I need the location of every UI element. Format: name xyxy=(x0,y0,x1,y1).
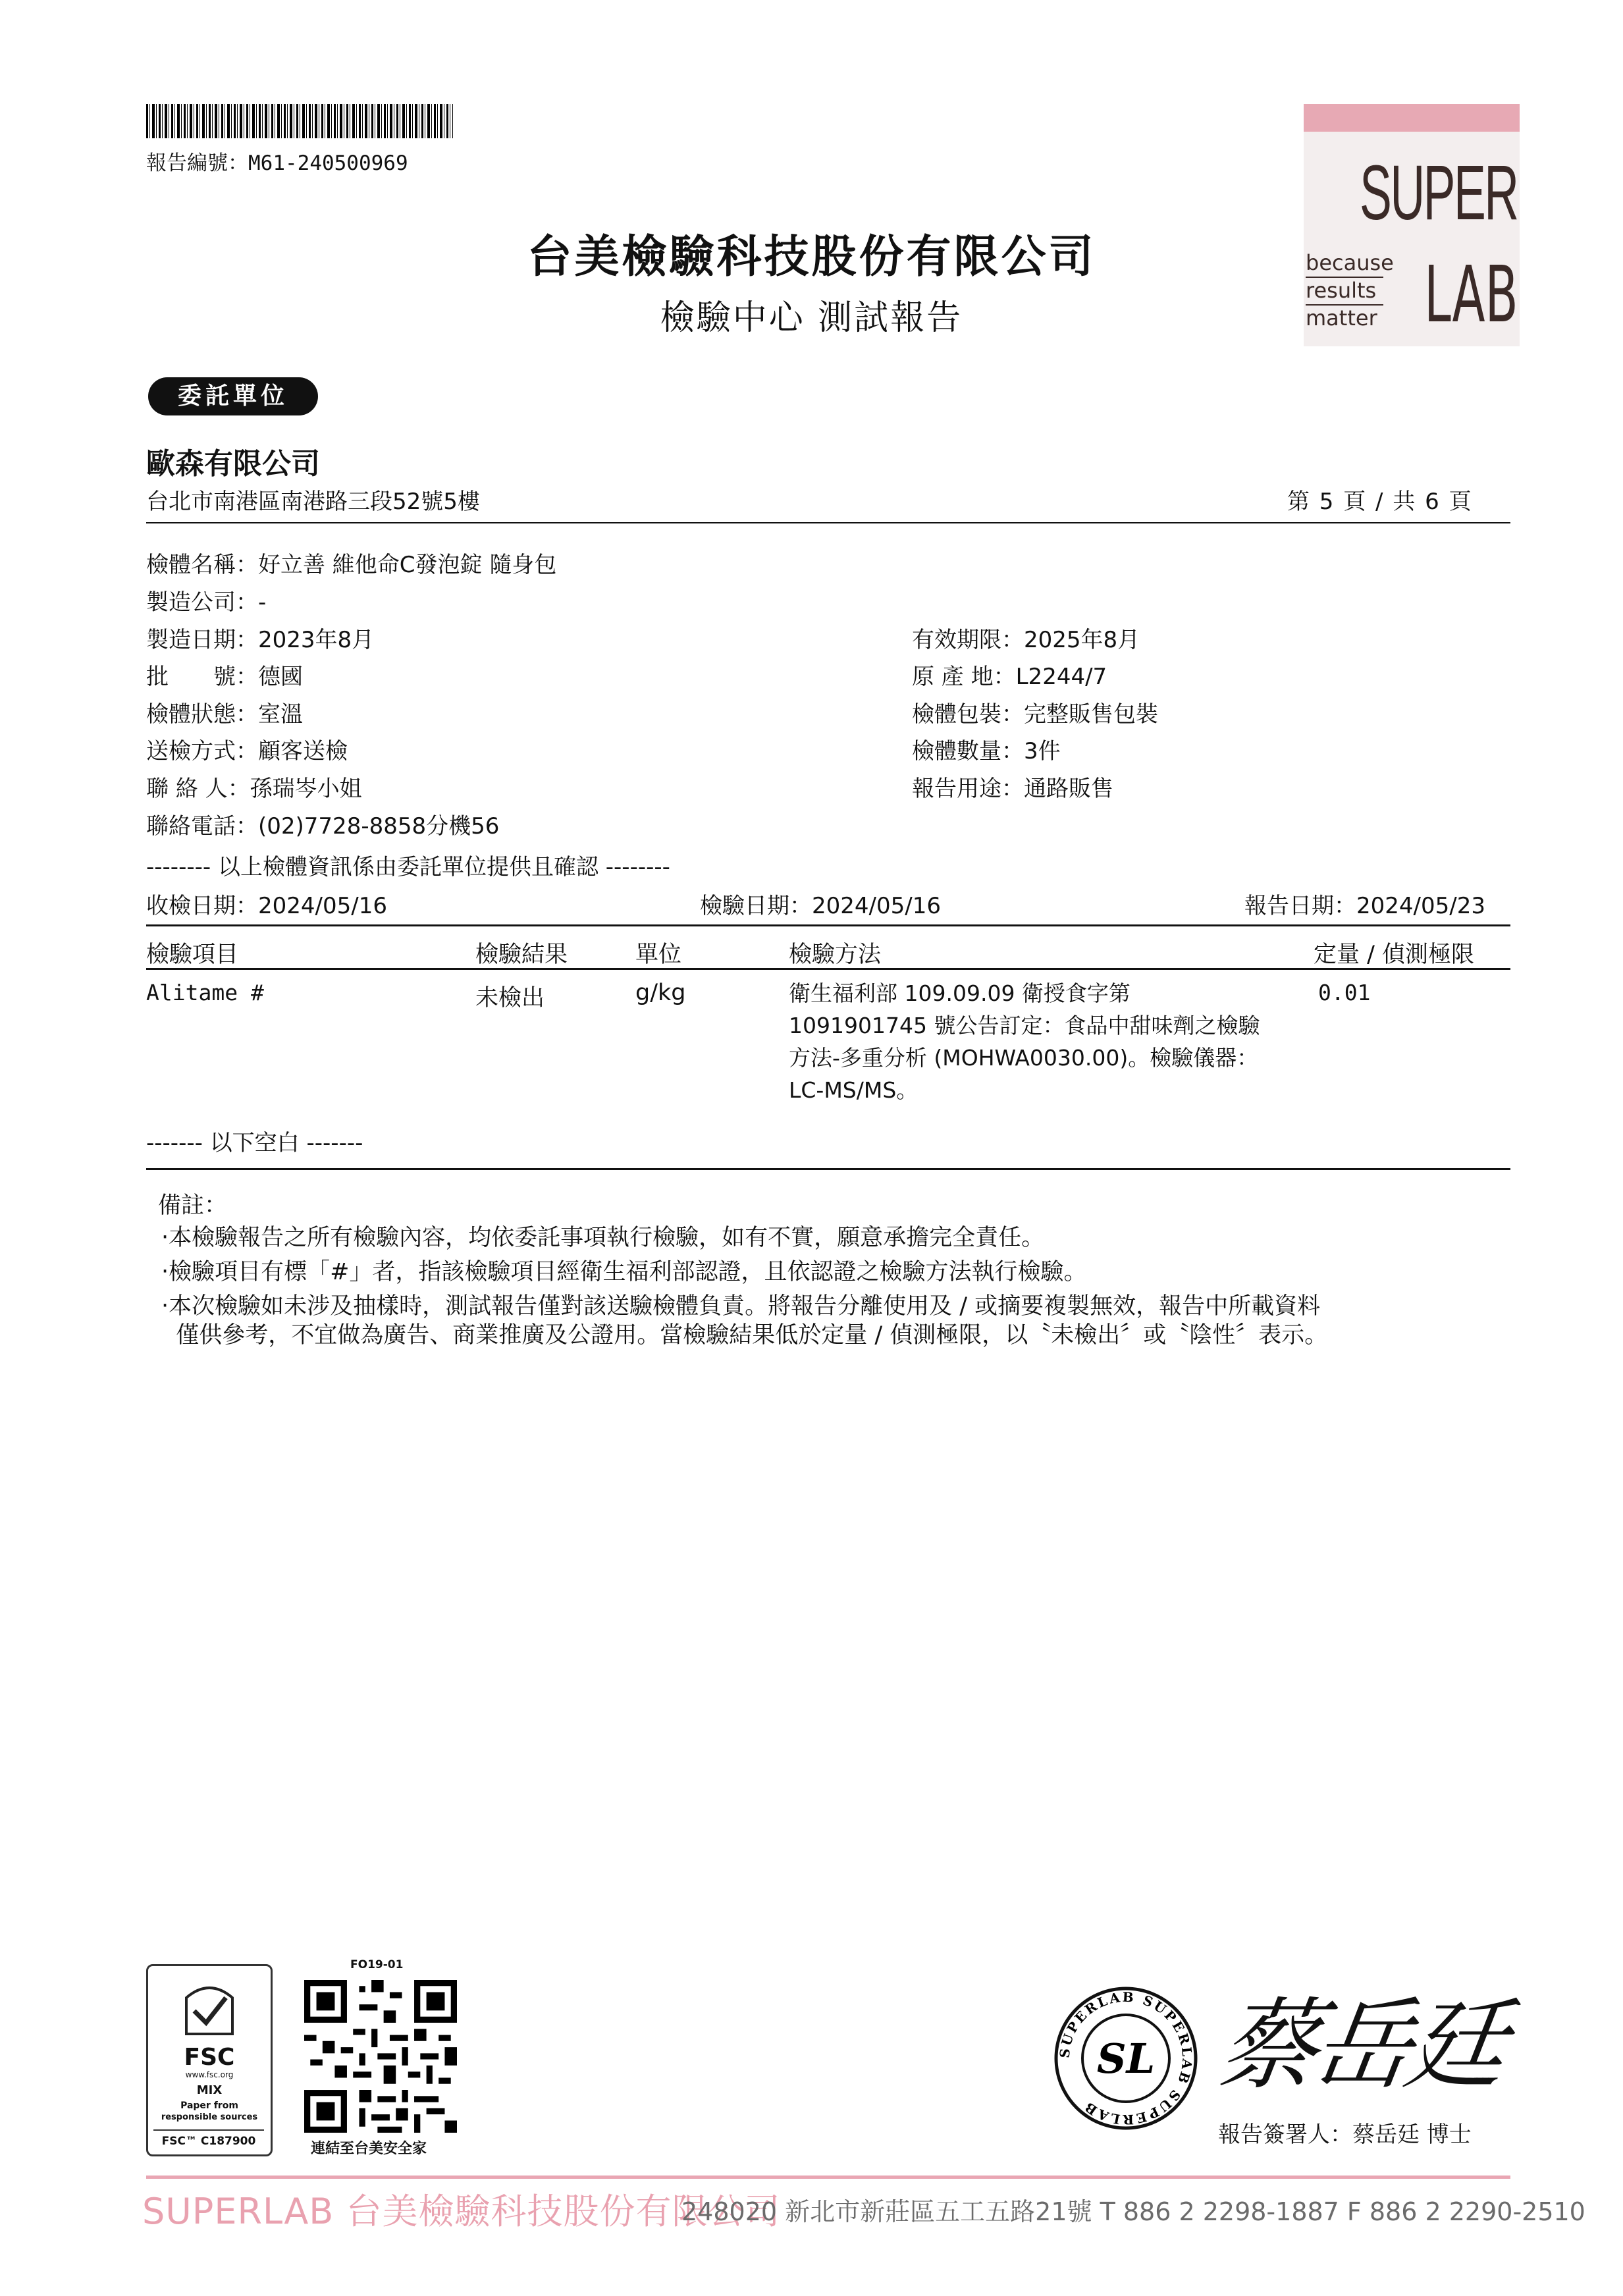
method-line: 1091901745 號公告訂定：食品中甜味劑之檢驗 xyxy=(789,1013,1260,1038)
header-unit: 單位 xyxy=(635,942,682,968)
tree-check-icon xyxy=(148,1971,271,2044)
fsc-label: FSC xyxy=(184,2044,235,2071)
row-method xyxy=(789,977,1260,1106)
fsc-code: FSC™ C187900 xyxy=(153,2129,264,2148)
table-header-border xyxy=(146,968,1510,970)
client-name: 歐森有限公司 xyxy=(146,447,320,481)
client-address: 台北市南港區南港路三段52號5樓 xyxy=(146,489,480,515)
sample-phone: 聯絡電話：(02)7728-8858分機56 xyxy=(146,813,500,840)
row-result: 未檢出 xyxy=(475,985,545,1011)
company-seal xyxy=(1052,1985,1200,2132)
logo-because: because xyxy=(1306,250,1394,275)
footer-brand: SUPERLAB 台美檢驗科技股份有限公司 xyxy=(142,2191,781,2232)
report-subtitle: 檢驗中心 測試報告 xyxy=(660,298,963,338)
fsc-paper: Paper from xyxy=(180,2100,238,2111)
sample-purpose: 報告用途：通路販售 xyxy=(912,776,1113,802)
logo-super-text: SUPER xyxy=(1360,149,1518,236)
note-item: ‧本檢驗報告之所有檢驗內容，均依委託事項執行檢驗，如有不實，願意承擔完全責任。 xyxy=(161,1225,1045,1251)
fsc-site: www.fsc.org xyxy=(185,2070,234,2079)
method-line: 方法-多重分析 (MOHWA0030.00)。檢驗儀器： xyxy=(789,1045,1259,1071)
sample-contact: 聯 絡 人：孫瑞岑小姐 xyxy=(146,776,362,802)
seal-ring-text: SUPERLAB SUPERLAB SUPERLAB xyxy=(1056,1989,1196,2128)
note-item: ‧檢驗項目有標「#」者，指該檢驗項目經衛生福利部認證，且依認證之檢驗方法執行檢驗。 xyxy=(161,1259,1087,1285)
method-line: LC-MS/MS。 xyxy=(789,1077,918,1103)
row-item: Alitame # xyxy=(146,980,264,1005)
header-method: 檢驗方法 xyxy=(789,942,882,968)
table-top-border xyxy=(146,924,1510,926)
barcode xyxy=(146,104,453,138)
page-indicator: 第 5 頁 / 共 6 頁 xyxy=(1287,489,1473,515)
sample-quantity: 檢體數量：3件 xyxy=(912,738,1061,764)
seal-center: SL xyxy=(1096,2035,1156,2083)
signer: 報告簽署人：蔡岳廷 博士 xyxy=(1218,2122,1472,2148)
sample-mfg-date: 製造日期：2023年8月 xyxy=(146,627,375,653)
header-limit: 定量 / 偵測極限 xyxy=(1314,942,1475,968)
sample-batch: 批 號：德國 xyxy=(146,664,303,690)
sample-delivery: 送檢方式：顧客送檢 xyxy=(146,738,348,764)
logo-matter: matter xyxy=(1306,306,1377,331)
blank-marker: ------- 以下空白 ------- xyxy=(146,1130,363,1156)
footer-address: 248020 新北市新莊區五工五路21號 T 886 2 2298-1887 F 886 2 2290-2510 xyxy=(681,2197,1585,2226)
client-badge: 委託單位 xyxy=(148,377,318,415)
fsc-sources: responsible sources xyxy=(161,2112,258,2122)
logo-accent-bar xyxy=(1304,104,1520,132)
report-date: 報告日期：2024/05/23 xyxy=(1244,893,1485,919)
qr-code[interactable] xyxy=(304,1980,457,2133)
fsc-mix: MIX xyxy=(196,2083,223,2097)
logo-results: results xyxy=(1306,278,1377,303)
note-item: 僅供參考，不宜做為廣告、商業推廣及公證用。當檢驗結果低於定量 / 偵測極限，以〝未檢出〞或〝陰性〞表示。 xyxy=(161,1322,1328,1348)
row-limit: 0.01 xyxy=(1318,980,1371,1005)
row-unit: g/kg xyxy=(635,980,686,1006)
sample-confirm-note: -------- 以上檢體資訊係由委託單位提供且確認 -------- xyxy=(146,854,670,880)
sample-expiry: 有效期限：2025年8月 xyxy=(912,627,1140,653)
company-title: 台美檢驗科技股份有限公司 xyxy=(527,231,1096,283)
signature: 蔡岳廷 xyxy=(1211,1989,1509,2103)
form-number: FO19-01 xyxy=(350,1958,404,1971)
notes-title: 備註： xyxy=(158,1192,228,1219)
table-bottom-border xyxy=(146,1168,1510,1170)
tested-date: 檢驗日期：2024/05/16 xyxy=(700,893,941,919)
report-number: 報告編號：M61-240500969 xyxy=(146,151,408,175)
logo-lab-text: LAB xyxy=(1424,249,1518,340)
footer-divider xyxy=(146,2176,1510,2179)
method-line: 衛生福利部 109.09.09 衛授食字第 xyxy=(789,980,1131,1006)
sample-maker: 製造公司：- xyxy=(146,589,267,616)
header-result: 檢驗結果 xyxy=(475,942,568,968)
received-date: 收檢日期：2024/05/16 xyxy=(146,893,387,919)
sample-origin: 原 產 地：L2244/7 xyxy=(912,664,1107,690)
qr-caption: 連結至台美安全家 xyxy=(311,2141,427,2157)
note-item: ‧本次檢驗如未涉及抽樣時，測試報告僅對該送驗檢體負責。將報告分離使用及 / 或摘要複製無效，報告中所載資料 xyxy=(161,1293,1321,1320)
divider xyxy=(146,522,1510,523)
header-item: 檢驗項目 xyxy=(146,942,239,968)
fsc-logo xyxy=(146,1964,273,2156)
sample-name: 檢體名稱：好立善 維他命C發泡錠 隨身包 xyxy=(146,552,557,578)
sample-package: 檢體包裝：完整販售包裝 xyxy=(912,701,1158,728)
sample-state: 檢體狀態：室溫 xyxy=(146,701,303,728)
